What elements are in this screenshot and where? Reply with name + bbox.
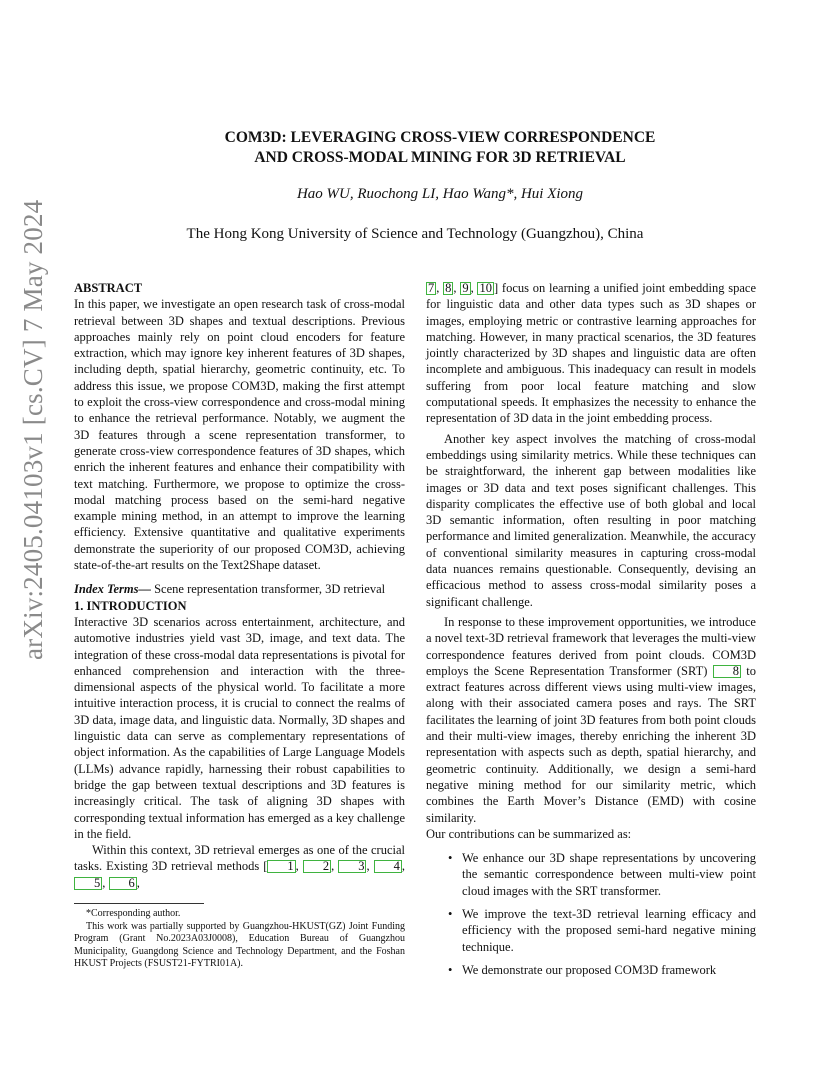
citation-link[interactable]: 8 <box>713 665 741 678</box>
footnote-corresponding: *Corresponding author. <box>86 907 181 919</box>
abstract-text: In this paper, we investigate an open research task of cross-modal retrieval between 3D shapes and textual descriptions. Previous approaches mainly rely on point cloud encoders for feature extraction, which may ignore key inherent features of 3D shapes, including depth, spatial hierarchy, geometric continuity, etc. To address this issue, we propose COM3D, making the first attempt to exploit the cross-view correspondence and cross-modal mining to enhance the retrieval performance. Notably, we augment the 3D features through a scene representation transformer, to generate cross-view correspondence features of 3D shapes, which enrich the inherent features and enhance their compatibility with text matching. Furthermore, we propose to optimize the cross-modal matching process based on the semi-hard negative example mining method, in an attempt to improve the learning efficiency. Extensive quantitative and qualitative experiments demonstrate the superiority of our proposed COM3D, achieving state-of-the-art results on the Text2Shape dataset. <box>74 297 405 573</box>
intro-paragraph-4-end: to extract features across different views using multi-view images, along with their associated camera poses and rays. The SRT facilitates the learning of joint 3D features from both point clouds and their multi-view images, thereby enriching the inherent 3D representation with aspects such as depth, spatial hierarchy, and geometric continuity. Additionally, we design a semi-hard negative mining method for our similarity metric, which combines the Earth Mover’s Distance (EMD) with cosine similarity. <box>426 663 756 825</box>
left-column <box>74 280 405 971</box>
arxiv-stamp: arXiv:2405.04103v1 [cs.CV] 7 May 2024 <box>18 199 48 660</box>
citation-link[interactable]: 8 <box>445 281 452 295</box>
contribution-item <box>448 906 756 955</box>
citation-group-left: [ 1 , 2 , 3 , 4 , 5 , 6 , <box>74 859 405 889</box>
bullet-icon: • <box>448 906 453 921</box>
author-list: Hao WU, Ruochong LI, Hao Wang*, Hui Xiong <box>296 186 584 202</box>
citation-link[interactable]: 3 <box>338 860 366 873</box>
contribution-text: We demonstrate our proposed COM3D framework <box>462 962 717 977</box>
citation-link[interactable]: 6 <box>109 877 137 890</box>
citation-link[interactable]: 1 <box>267 860 295 873</box>
intro-paragraph-4 <box>426 614 756 826</box>
citation-link[interactable]: 9 <box>462 281 469 295</box>
intro-paragraph-2-text: Within this context, 3D retrieval emerges as one of the crucial tasks. Existing 3D retrieval methods <box>74 843 405 874</box>
bullet-icon: • <box>448 962 453 977</box>
citation-link[interactable]: 2 <box>303 860 331 873</box>
title-line-1: COM3D: LEVERAGING CROSS-VIEW CORRESPONDENCE <box>224 129 656 146</box>
footnote-funding: This work was partially supported by Guangzhou-HKUST(GZ) Joint Funding Program (Grant No.2023A03J0008), Education Bureau of Guangzhou Municipality, Guangdong Science and Technology Department, and the Foshan HKUST Projects (FSUST21-FYTRI01A). <box>74 920 405 970</box>
intro-paragraph-3: Another key aspect involves the matching of cross-modal embeddings using similarity metrics. While these techniques can be straightforward, the inherent gap between modalities like images or 3D data and text poses significant challenges. This disparity complicates the effective use of both global and local 3D semantic information, often resulting in poor matching performance and limited generalization. Meanwhile, the accuracy of conventional similarity measures in capturing cross-modal data nuances remains questionable. Consequently, devising an efficacious method to assess cross-modal similarity poses a significant challenge. <box>426 431 756 609</box>
intro-paragraph-1: Interactive 3D scenarios across entertainment, architecture, and automotive industries yield vast 3D, image, and text data. The integration of these cross-modal data representations is pivotal for enhanced comprehension and interaction with the three-dimensional aspects of the physical world. To facilitate a more intuitive interaction process, it is crucial to connect the realms of 3D data, image data, and linguistic data. Normally, 3D shapes and linguistic data can serve as complementary representations of object information. As the capabilities of Large Language Models (LLMs) advance rapidly, harnessing their robust capabilities to bridge the gap between textual descriptions and 3D features is increasingly critical. The task of aligning 3D shapes with corresponding textual information has emerged as a key challenge in the field. <box>74 614 405 841</box>
bullet-icon: • <box>448 851 453 866</box>
contribution-item <box>448 850 756 899</box>
abstract-heading: ABSTRACT <box>74 281 143 295</box>
contribution-text: We enhance our 3D shape representations by uncovering the semantic correspondence between multi-view point cloud images with the SRT transformer. <box>462 851 756 898</box>
contributions-list <box>426 850 756 978</box>
index-terms-label: Index Terms— <box>74 582 151 597</box>
citation-link[interactable]: 7 <box>428 281 435 295</box>
intro-paragraph-2-rest: focus on learning a unified joint embedding space for linguistic data and other data types such as 3D shapes or images, employing metric or contrastive learning approaches for matching. However, in many practical scenarios, the 3D features jointly characterized by 3D shapes and linguistic data are often incomplete and ambiguous. This inadequacy can result in models suffering from poor local feature matching and slow computational speeds. It emphasizes the necessity to enhance the representation of 3D data in the joint embedding process. <box>426 281 757 426</box>
introduction-heading: 1. INTRODUCTION <box>74 598 187 613</box>
contributions-lead: Our contributions can be summarized as: <box>426 826 632 841</box>
right-column <box>426 280 756 985</box>
footnote-rule <box>74 903 204 904</box>
intro-paragraph-2-continued <box>426 280 756 427</box>
index-terms-text: Scene representation transformer, 3D retrieval <box>150 582 386 597</box>
citation-link[interactable]: 4 <box>374 860 402 873</box>
citation-group-right: 7 , 8 , 9 , 10 ] <box>428 281 499 295</box>
title-line-2: AND CROSS-MODAL MINING FOR 3D RETRIEVAL <box>254 149 626 166</box>
contribution-item <box>448 962 756 978</box>
intro-paragraph-2-start <box>74 842 405 891</box>
intro-paragraph-4-start: In response to these improvement opportunities, we introduce a novel text-3D retrieval framework that leverages the multi-view correspondence features derived from point clouds. COM3D employs the Scene Representation Transformer (SRT) <box>426 614 756 678</box>
paper-title <box>140 128 740 168</box>
citation-link[interactable]: 5 <box>74 877 102 890</box>
citation-link[interactable]: 10 <box>479 281 492 295</box>
affiliation: The Hong Kong University of Science and Technology (Guangzhou), China <box>186 226 644 242</box>
index-terms <box>74 581 405 597</box>
contribution-text: We improve the text-3D retrieval learning efficacy and efficiency with the proposed semi-hard negative mining technique. <box>462 906 756 954</box>
